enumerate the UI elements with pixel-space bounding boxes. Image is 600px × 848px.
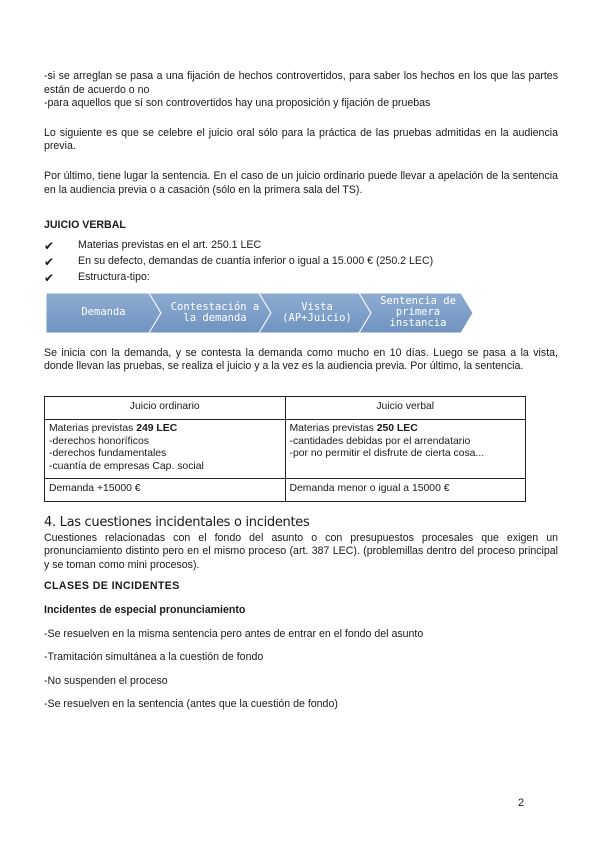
cell-line: -cantidades debidas por el arrendatario bbox=[289, 435, 471, 447]
cell-line: -por no permitir el disfrute de cierta cosa... bbox=[289, 448, 485, 460]
table-cell bbox=[285, 419, 526, 478]
list-item: -Se resuelven en la misma sentencia pero antes de entrar en el fondo del asunto bbox=[44, 627, 424, 640]
subheading: Incidentes de especial pronunciamiento bbox=[44, 603, 246, 616]
after-flow-paragraph: Se inicia con la demanda, y se contesta la demanda como mucho en 10 días. Luego se pasa a la vista, donde llevan las pruebas, se realiza el juicio y a la vez es la audiencia previa. Por último, la sentencia. bbox=[44, 346, 558, 373]
checklist-item-label: Materias previstas en el art. 250.1 LEC bbox=[78, 238, 262, 251]
cell-text: Materias previstas bbox=[289, 422, 377, 434]
clases-heading: CLASES DE INCIDENTES bbox=[44, 580, 180, 593]
table-cell bbox=[45, 419, 286, 478]
table-header-row bbox=[45, 396, 526, 419]
comparison-table bbox=[44, 396, 526, 502]
cell-line: -cuantía de empresas Cap. social bbox=[49, 460, 204, 472]
list-item: -No suspenden el proceso bbox=[44, 674, 168, 687]
check-icon: ✔ bbox=[44, 270, 55, 285]
flow-step-contestacion: Contestación a la demanda bbox=[170, 300, 260, 324]
flow-step-demanda: Demanda bbox=[81, 306, 126, 319]
juicio-verbal-heading: JUICIO VERBAL bbox=[44, 219, 126, 232]
cell-text: Materias previstas bbox=[49, 422, 137, 434]
checklist-item bbox=[44, 239, 558, 255]
document-page bbox=[44, 70, 558, 712]
checklist-item-label: En su defecto, demandas de cuantía inferior o igual a 15.000 € (250.2 LEC) bbox=[78, 254, 434, 267]
process-flow-diagram bbox=[46, 293, 476, 337]
checklist-item bbox=[44, 271, 558, 287]
check-icon: ✔ bbox=[44, 238, 55, 253]
table-row bbox=[45, 478, 526, 501]
cell-bold: 250 LEC bbox=[376, 422, 418, 434]
table-header: Juicio ordinario bbox=[45, 396, 286, 419]
cell-bold: 249 LEC bbox=[136, 422, 178, 434]
checklist bbox=[44, 239, 558, 287]
table-cell: Demanda menor o igual a 15000 € bbox=[285, 478, 526, 501]
flow-step-vista: Vista (AP+Juicio) bbox=[282, 300, 352, 324]
checklist-item-label: Estructura-tipo: bbox=[78, 270, 150, 283]
intro-paragraph-3: Por último, tiene lugar la sentencia. En el caso de un juicio ordinario puede llevar a apelación de la sentencia en la audiencia previa o a casación (sólo en la primera sala del TS). bbox=[44, 169, 558, 196]
page-number: 2 bbox=[518, 797, 525, 809]
intro-paragraph-2: Lo siguiente es que se celebre el juicio oral sólo para la práctica de las pruebas admitidas en la audiencia previa. bbox=[44, 126, 558, 153]
table-row bbox=[45, 419, 526, 478]
table-cell: Demanda +15000 € bbox=[45, 478, 286, 501]
intro-line-2: -para aquellos que sí son controvertidos hay una proposición y fijación de pruebas bbox=[44, 97, 431, 110]
flow-step-sentencia: Sentencia de primera instancia bbox=[380, 295, 456, 330]
list-item: -Tramitación simultánea a la cuestión de fondo bbox=[44, 651, 264, 664]
list-item: -Se resuelven en la sentencia (antes que la cuestión de fondo) bbox=[44, 698, 338, 711]
cell-line: -derechos honoríficos bbox=[49, 435, 149, 447]
checklist-item bbox=[44, 255, 558, 271]
cell-line: -derechos fundamentales bbox=[49, 448, 167, 460]
intro-line-1: -si se arreglan se pasa a una fijación de hechos controvertidos, para saber los hechos en los que las partes están de acuerdo o no bbox=[44, 70, 558, 96]
check-icon: ✔ bbox=[44, 254, 55, 269]
section-title: 4. Las cuestiones incidentales o incidentes bbox=[44, 514, 310, 530]
table-header: Juicio verbal bbox=[285, 396, 526, 419]
section-paragraph: Cuestiones relacionadas con el fondo del asunto o con presupuestos procesales que exigen un pronunciamiento distinto pero en el mismo proceso (art. 387 LEC). (problemillas dentro del proceso principal y se toman como mini procesos). bbox=[44, 531, 558, 571]
